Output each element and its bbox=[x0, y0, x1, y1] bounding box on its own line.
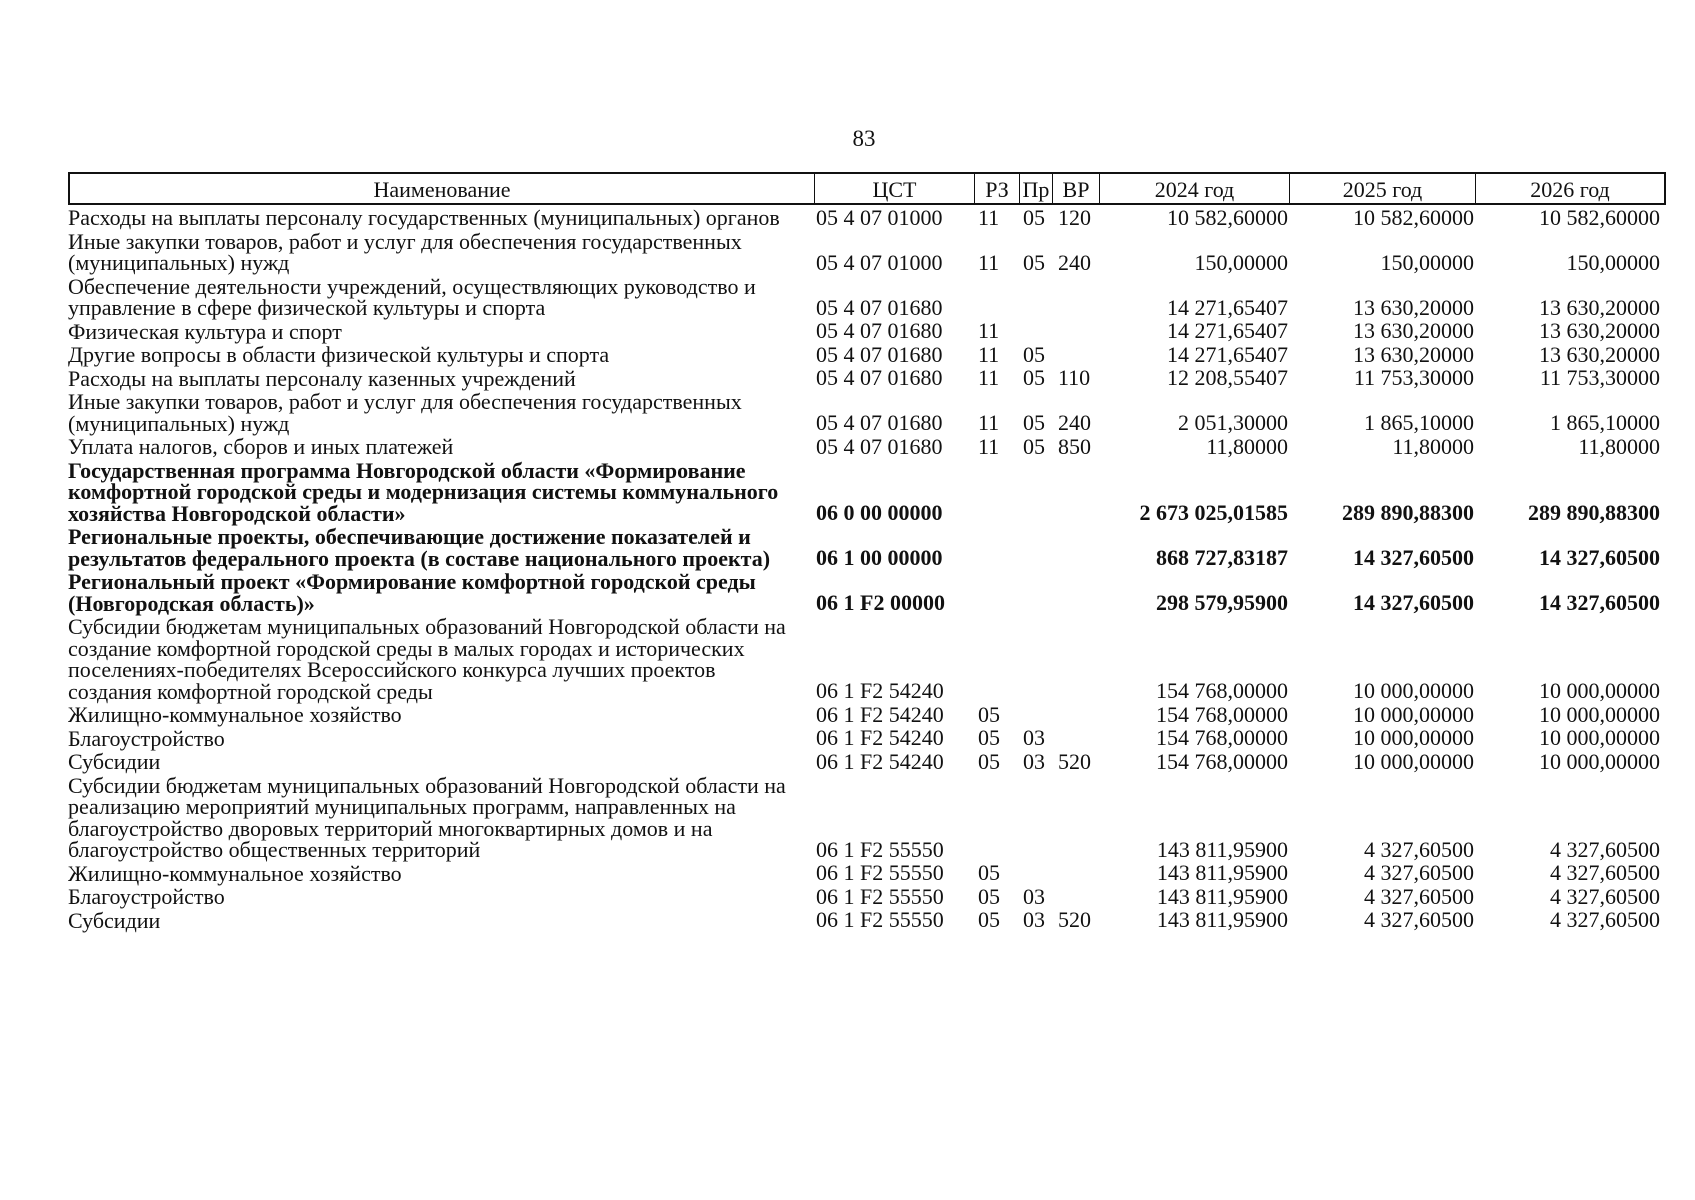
row-y2026: 11 753,30000 bbox=[1539, 365, 1660, 390]
header-rz: РЗ bbox=[975, 174, 1020, 203]
row-y2025: 10 000,00000 bbox=[1353, 701, 1474, 727]
row-y2026: 14 327,60500 bbox=[1539, 590, 1660, 615]
row-pr: 05 bbox=[1023, 341, 1045, 367]
table-row bbox=[68, 861, 1666, 885]
row-y2024: 154 768,00000 bbox=[1156, 701, 1288, 727]
row-rz: 11 bbox=[978, 204, 1000, 230]
table-row bbox=[68, 569, 1666, 614]
row-name: Субсидии бюджетам муниципальных образований Новгородской области на создание комфортной городской среды в малых городах и исторических поселениях-победителях Всероссийского конкурса лучших проектов создания комфортной городской среды bbox=[68, 614, 786, 704]
row-y2025: 4 327,60500 bbox=[1364, 883, 1474, 909]
table-row bbox=[68, 434, 1666, 458]
row-y2026: 10 000,00000 bbox=[1539, 725, 1660, 750]
row-name: Расходы на выплаты персоналу государственных (муниципальных) органов bbox=[68, 205, 780, 230]
table-header bbox=[68, 172, 1666, 205]
row-y2025: 4 327,60500 bbox=[1364, 836, 1474, 862]
row-y2024: 143 811,95900 bbox=[1156, 836, 1288, 862]
table-row bbox=[68, 908, 1666, 932]
row-y2025: 4 327,60500 bbox=[1364, 860, 1474, 885]
row-cst: 06 1 F2 54240 bbox=[816, 725, 944, 750]
row-y2025: 150,00000 bbox=[1380, 249, 1474, 275]
row-y2024: 14 271,65407 bbox=[1167, 294, 1288, 320]
row-rz: 11 bbox=[978, 433, 1000, 459]
row-y2026: 13 630,20000 bbox=[1539, 294, 1660, 320]
row-name: Другие вопросы в области физической культуры и спорта bbox=[68, 342, 610, 367]
table-row bbox=[68, 614, 1666, 702]
row-y2024: 11,80000 bbox=[1206, 433, 1288, 459]
table-row bbox=[68, 749, 1666, 773]
row-pr: 05 bbox=[1023, 204, 1045, 230]
row-name: Уплата налогов, сборов и иных платежей bbox=[68, 434, 454, 459]
row-pr: 05 bbox=[1023, 249, 1045, 275]
row-name: Региональный проект «Формирование комфортной городской среды (Новгородская область)» bbox=[68, 569, 756, 616]
row-y2025: 13 630,20000 bbox=[1353, 341, 1474, 367]
row-y2024: 143 811,95900 bbox=[1156, 883, 1288, 909]
row-vr: 520 bbox=[1058, 748, 1091, 774]
row-pr: 03 bbox=[1023, 907, 1045, 932]
row-y2026: 14 327,60500 bbox=[1539, 545, 1660, 570]
row-rz: 11 bbox=[978, 341, 1000, 367]
row-y2025: 11 753,30000 bbox=[1353, 365, 1474, 390]
row-y2025: 14 327,60500 bbox=[1353, 590, 1474, 615]
row-y2024: 143 811,95900 bbox=[1156, 860, 1288, 885]
row-cst: 05 4 07 01680 bbox=[816, 294, 943, 320]
row-vr: 120 bbox=[1058, 204, 1091, 230]
row-vr: 850 bbox=[1058, 433, 1091, 459]
row-name: Субсидии бюджетам муниципальных образований Новгородской области на реализацию мероприятий муниципальных программ, направленных на благоустройство дворовых территорий многоквартирных домов и на благоустройство общественных территорий bbox=[68, 772, 786, 862]
row-y2026: 4 327,60500 bbox=[1550, 883, 1660, 909]
row-pr: 03 bbox=[1023, 883, 1045, 909]
row-y2026: 13 630,20000 bbox=[1539, 341, 1660, 367]
header-pr: Пр bbox=[1020, 174, 1053, 203]
row-y2024: 10 582,60000 bbox=[1167, 204, 1288, 230]
table-row bbox=[68, 702, 1666, 726]
row-rz: 05 bbox=[978, 748, 1000, 774]
row-y2025: 13 630,20000 bbox=[1353, 294, 1474, 320]
page-number: 83 bbox=[852, 126, 876, 151]
row-cst: 06 1 F2 54240 bbox=[816, 701, 944, 727]
table-row bbox=[68, 229, 1666, 274]
row-y2024: 298 579,95900 bbox=[1156, 590, 1288, 615]
row-cst: 06 1 00 00000 bbox=[816, 545, 943, 570]
row-cst: 05 4 07 01680 bbox=[816, 433, 943, 459]
row-rz: 05 bbox=[978, 860, 1000, 885]
row-name: Субсидии bbox=[68, 749, 161, 774]
row-y2026: 4 327,60500 bbox=[1550, 860, 1660, 885]
row-name: Иные закупки товаров, работ и услуг для обеспечения государственных (муниципальных) нужд bbox=[68, 228, 742, 275]
row-y2024: 12 208,55407 bbox=[1167, 365, 1288, 390]
row-rz: 05 bbox=[978, 701, 1000, 727]
row-y2025: 1 865,10000 bbox=[1364, 410, 1474, 435]
row-cst: 06 1 F2 00000 bbox=[816, 590, 945, 615]
row-cst: 05 4 07 01680 bbox=[816, 365, 943, 390]
row-y2026: 4 327,60500 bbox=[1550, 836, 1660, 862]
row-vr: 240 bbox=[1058, 410, 1091, 435]
row-y2026: 10 582,60000 bbox=[1539, 204, 1660, 230]
table-row bbox=[68, 274, 1666, 319]
row-cst: 05 4 07 01680 bbox=[816, 341, 943, 367]
header-cst: ЦСТ bbox=[815, 174, 975, 203]
table-row bbox=[68, 458, 1666, 525]
row-y2025: 14 327,60500 bbox=[1353, 545, 1474, 570]
row-name: Расходы на выплаты персоналу казенных учреждений bbox=[68, 365, 576, 391]
row-vr: 240 bbox=[1058, 249, 1091, 275]
table-body bbox=[68, 205, 1666, 931]
row-y2025: 13 630,20000 bbox=[1353, 318, 1474, 343]
row-name: Жилищно-коммунальное хозяйство bbox=[68, 860, 402, 886]
row-rz: 05 bbox=[978, 725, 1000, 750]
table-row bbox=[68, 726, 1666, 750]
table-row bbox=[68, 366, 1666, 390]
table-row bbox=[68, 389, 1666, 434]
row-y2025: 289 890,88300 bbox=[1342, 500, 1474, 525]
row-pr: 05 bbox=[1023, 365, 1045, 390]
row-name: Субсидии bbox=[68, 907, 161, 933]
row-y2026: 289 890,88300 bbox=[1528, 500, 1660, 525]
row-cst: 06 0 00 00000 bbox=[816, 500, 943, 525]
row-y2024: 154 768,00000 bbox=[1156, 678, 1288, 703]
row-y2024: 2 051,30000 bbox=[1178, 410, 1288, 435]
row-y2026: 4 327,60500 bbox=[1550, 907, 1660, 932]
table-row bbox=[68, 205, 1666, 229]
row-rz: 11 bbox=[978, 318, 1000, 343]
row-pr: 03 bbox=[1023, 748, 1045, 774]
row-y2024: 154 768,00000 bbox=[1156, 748, 1288, 774]
row-rz: 05 bbox=[978, 883, 1000, 909]
row-y2026: 10 000,00000 bbox=[1539, 748, 1660, 774]
row-pr: 05 bbox=[1023, 433, 1045, 459]
row-y2024: 14 271,65407 bbox=[1167, 318, 1288, 343]
row-cst: 05 4 07 01680 bbox=[816, 410, 943, 435]
row-cst: 06 1 F2 55550 bbox=[816, 836, 944, 862]
row-y2026: 11,80000 bbox=[1578, 433, 1660, 459]
row-y2025: 10 000,00000 bbox=[1353, 748, 1474, 774]
table-row bbox=[68, 524, 1666, 569]
row-name: Государственная программа Новгородской области «Формирование комфортной городской среды и модернизация системы коммунального хозяйства Новгородской области» bbox=[68, 457, 779, 526]
row-name: Благоустройство bbox=[68, 884, 225, 909]
table-row bbox=[68, 319, 1666, 343]
budget-table bbox=[68, 172, 1666, 931]
row-cst: 06 1 F2 55550 bbox=[816, 907, 944, 932]
row-cst: 06 1 F2 54240 bbox=[816, 678, 944, 703]
row-y2024: 14 271,65407 bbox=[1167, 341, 1288, 367]
row-y2026: 150,00000 bbox=[1566, 249, 1660, 275]
row-y2024: 154 768,00000 bbox=[1156, 725, 1288, 750]
table-row bbox=[68, 884, 1666, 908]
row-y2024: 150,00000 bbox=[1194, 249, 1288, 275]
header-2025: 2025 год bbox=[1290, 174, 1476, 203]
table-row bbox=[68, 342, 1666, 366]
header-vr: ВР bbox=[1053, 174, 1100, 203]
row-cst: 06 1 F2 55550 bbox=[816, 883, 944, 909]
row-cst: 06 1 F2 55550 bbox=[816, 860, 944, 885]
row-name: Жилищно-коммунальное хозяйство bbox=[68, 702, 402, 727]
header-2024: 2024 год bbox=[1100, 174, 1290, 203]
row-name: Благоустройство bbox=[68, 725, 225, 751]
row-y2026: 1 865,10000 bbox=[1550, 410, 1660, 435]
row-name: Региональные проекты, обеспечивающие достижение показателей и результатов федерального проекта (в составе национального проекта) bbox=[68, 524, 771, 571]
row-cst: 05 4 07 01000 bbox=[816, 204, 943, 230]
row-name: Обеспечение деятельности учреждений, осуществляющих руководство и управление в сфере физической культуры и спорта bbox=[68, 273, 756, 320]
row-rz: 11 bbox=[978, 410, 1000, 435]
row-cst: 05 4 07 01000 bbox=[816, 249, 943, 275]
row-cst: 05 4 07 01680 bbox=[816, 318, 943, 343]
row-y2025: 10 000,00000 bbox=[1353, 725, 1474, 750]
row-y2025: 4 327,60500 bbox=[1364, 907, 1474, 932]
row-y2025: 11,80000 bbox=[1392, 433, 1474, 459]
row-pr: 05 bbox=[1023, 410, 1045, 435]
header-name: Наименование bbox=[70, 174, 815, 203]
header-2026: 2026 год bbox=[1530, 177, 1610, 202]
row-rz: 05 bbox=[978, 907, 1000, 932]
row-name: Иные закупки товаров, работ и услуг для обеспечения государственных (муниципальных) нужд bbox=[68, 389, 742, 436]
row-vr: 520 bbox=[1058, 907, 1091, 932]
table-row bbox=[68, 773, 1666, 861]
row-y2024: 868 727,83187 bbox=[1156, 545, 1288, 570]
row-rz: 11 bbox=[978, 249, 1000, 275]
row-vr: 110 bbox=[1058, 365, 1091, 390]
row-y2026: 13 630,20000 bbox=[1539, 318, 1660, 343]
row-y2024: 143 811,95900 bbox=[1156, 907, 1288, 932]
row-pr: 03 bbox=[1023, 725, 1045, 750]
row-y2025: 10 582,60000 bbox=[1353, 204, 1474, 230]
row-rz: 11 bbox=[978, 365, 1000, 390]
row-y2024: 2 673 025,01585 bbox=[1139, 500, 1288, 525]
row-y2026: 10 000,00000 bbox=[1539, 678, 1660, 703]
row-y2025: 10 000,00000 bbox=[1353, 678, 1474, 703]
row-name: Физическая культура и спорт bbox=[68, 318, 342, 344]
row-cst: 06 1 F2 54240 bbox=[816, 748, 944, 774]
row-y2026: 10 000,00000 bbox=[1539, 701, 1660, 727]
